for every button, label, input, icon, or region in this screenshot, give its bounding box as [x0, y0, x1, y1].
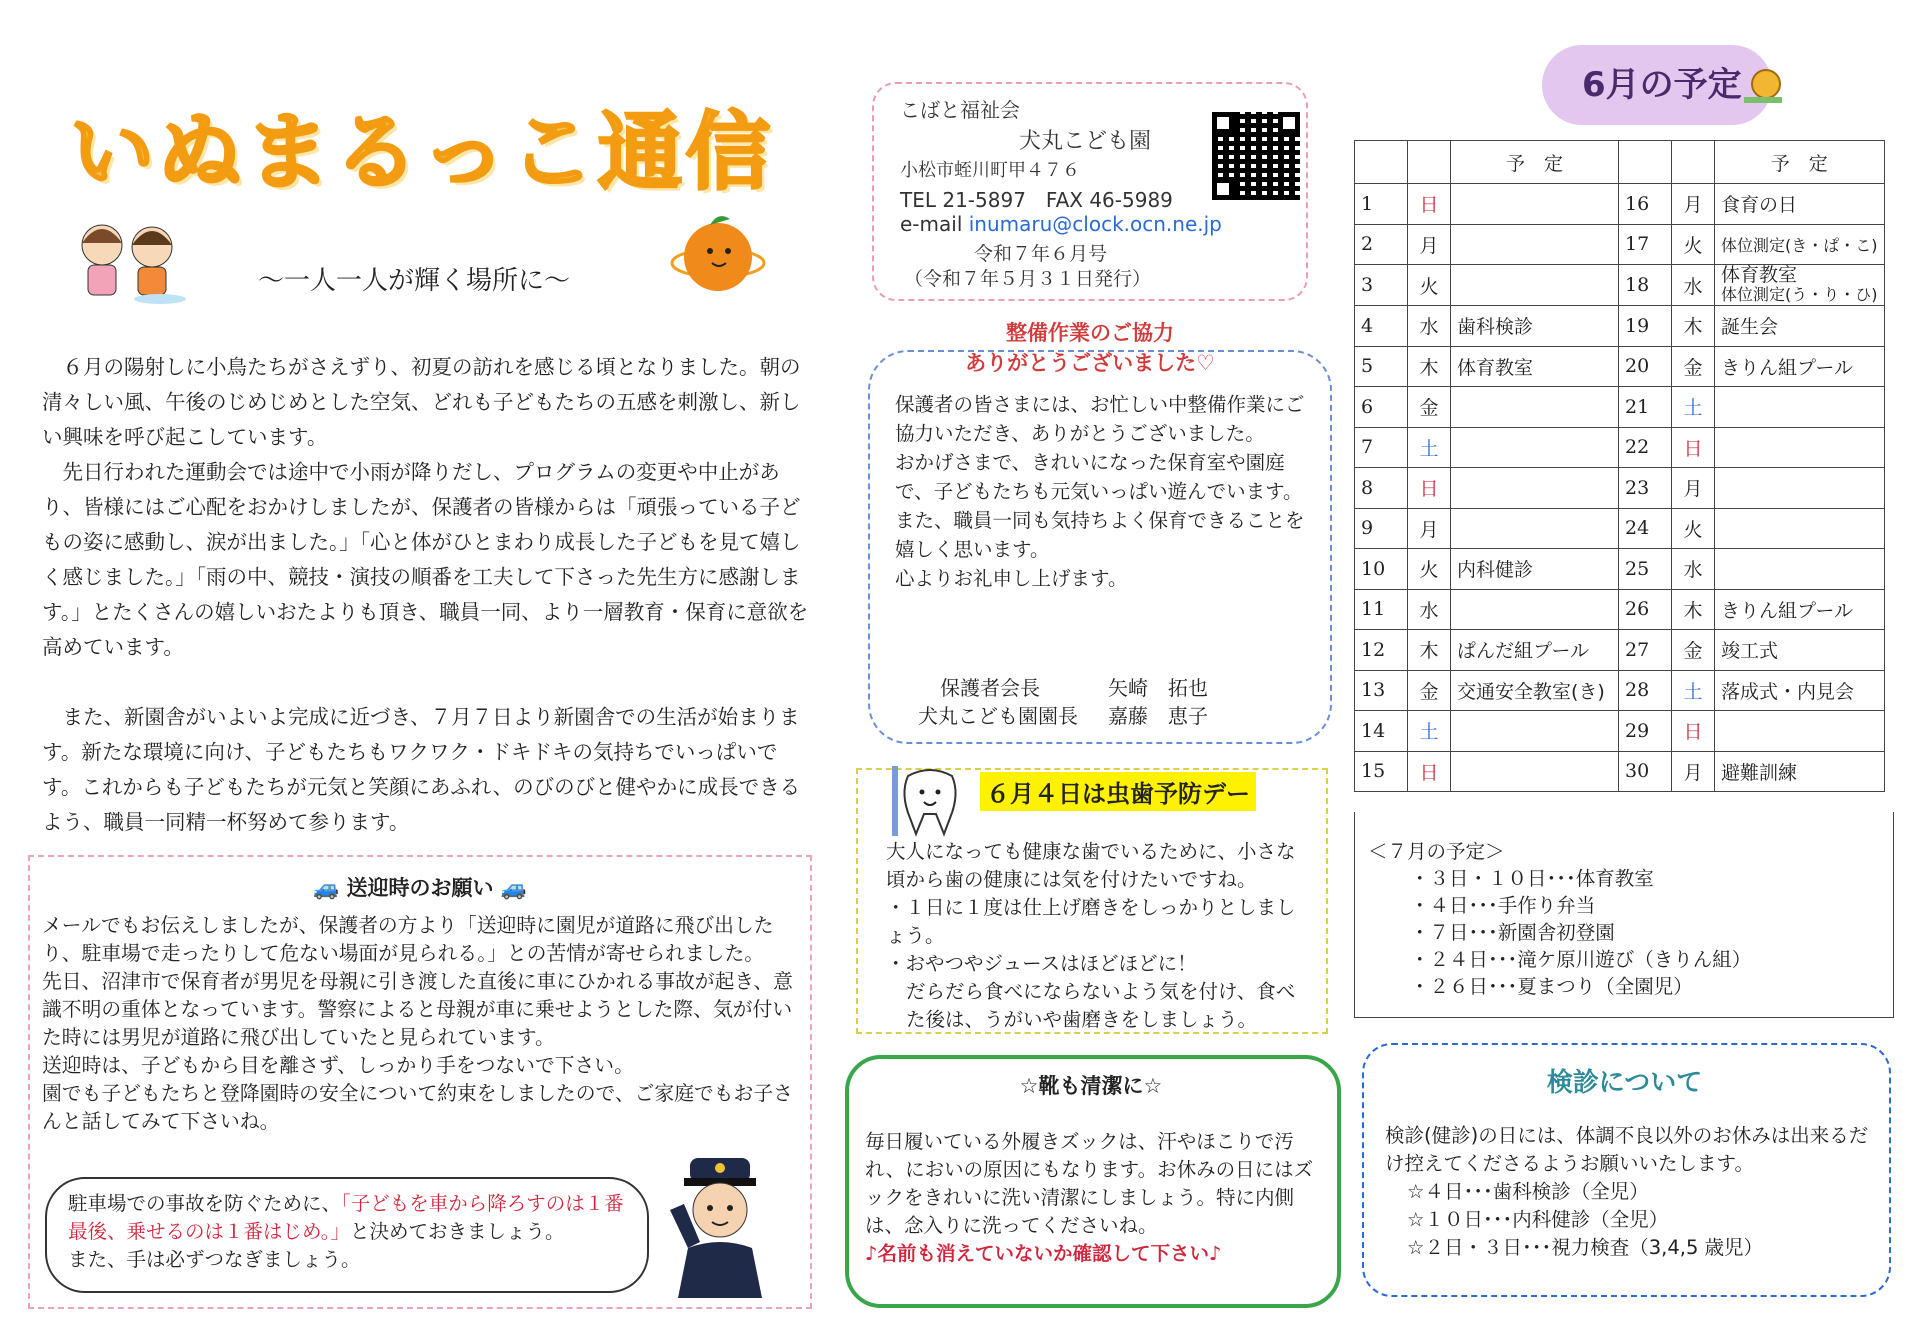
schedule-event: きりん組プール: [1715, 346, 1885, 387]
schedule-event: [1451, 589, 1619, 630]
schedule-event: 交通安全教室(き): [1451, 670, 1619, 711]
pickup-paragraph-3: 送迎時は、子どもから目を離さず、しっかり手をつないで下さい。: [42, 1054, 634, 1077]
tooth-day-body: [886, 838, 1306, 1034]
schedule-row: [1355, 224, 1885, 265]
june-schedule-table: [1354, 140, 1885, 792]
schedule-day-number: 17: [1619, 224, 1672, 265]
schedule-column-header: 予 定: [1715, 141, 1885, 184]
schedule-day-number: 4: [1355, 306, 1408, 347]
schedule-weekday: 土: [1672, 387, 1715, 428]
email-label: e-mail: [900, 212, 963, 236]
intro-text: [42, 350, 812, 840]
schedule-row: [1355, 508, 1885, 549]
issue-month: 令和７年６月号: [974, 243, 1108, 265]
schedule-row: [1355, 630, 1885, 671]
schedule-event: 体位測定(き・ぱ・こ): [1715, 224, 1885, 265]
orange-mascot-illustration: [668, 205, 768, 300]
schedule-event: [1715, 265, 1885, 306]
schedule-day-number: 7: [1355, 427, 1408, 468]
schedule-event: [1715, 468, 1885, 509]
schedule-weekday: 水: [1408, 589, 1451, 630]
schedule-weekday: 月: [1408, 224, 1451, 265]
thanks-paragraph: また、職員一同も気持ちよく保育できることを嬉しく思います。: [895, 509, 1305, 561]
schedule-event: [1451, 711, 1619, 752]
schedule-event: [1451, 427, 1619, 468]
schedule-day-number: 8: [1355, 468, 1408, 509]
school-name: 犬丸こども園: [1019, 129, 1152, 154]
organization-name: こばと福祉会: [900, 98, 1020, 122]
checkup-paragraph: 検診(健診)の日には、体調不良以外のお休みは出来るだけ控えてくださるようお願いいたします。: [1385, 1124, 1869, 1175]
july-item: ・２６日･･･夏まつり（全園児）: [1410, 975, 1693, 998]
schedule-day-number: 2: [1355, 224, 1408, 265]
schedule-weekday: 土: [1408, 711, 1451, 752]
schedule-row: [1355, 711, 1885, 752]
schedule-day-number: 18: [1619, 265, 1672, 306]
schedule-row: [1355, 306, 1885, 347]
school-info-box: [872, 82, 1308, 301]
shoes-title: ☆靴も清潔に☆: [1019, 1074, 1163, 1098]
pickup-paragraph-1: メールでもお伝えしましたが、保護者の方より「送迎時に園児が道路に飛び出したり、駐車場で走ったりして危ない場面が見られる。」との苦情が寄せられました。: [42, 914, 774, 965]
schedule-weekday: 日: [1408, 468, 1451, 509]
shoes-body: [865, 1128, 1325, 1268]
schedule-row: [1355, 387, 1885, 428]
signature-role-1: 保護者会長: [940, 676, 1040, 700]
thanks-paragraph: 保護者の皆さまには、お忙しい中整備作業にご協力いただき、ありがとうございました。: [895, 393, 1305, 445]
thanks-heading-line-2: ありがとうございました♡: [965, 351, 1215, 375]
tooth-lead: 大人になっても健康な歯でいるために、小さな頃から歯の健康には気を付けたいですね。: [886, 840, 1296, 891]
speech-bubble-text: [68, 1190, 638, 1274]
school-email[interactable]: inumaru@clock.ocn.ne.jp: [968, 212, 1222, 236]
schedule-event-line: 体位測定(う・り・ひ): [1721, 285, 1878, 304]
intro-paragraph-1: ６月の陽射しに小鳥たちがさえずり、初夏の訪れを感じる頃となりました。朝の清々しい風、午後のじめじめとした空気、どれも子どもたちの五感を刺激し、新しい興味を呼び起こしています。: [42, 355, 801, 449]
tooth-item-detail: だらだら食べにならないよう気を付け、食べた後は、うがいや歯磨きをしましょう。: [906, 980, 1296, 1031]
schedule-day-number: 1: [1355, 184, 1408, 225]
schedule-weekday: 月: [1408, 508, 1451, 549]
schedule-day-number: 24: [1619, 508, 1672, 549]
bubble-text-b: と決めておきましょう。: [349, 1220, 565, 1243]
schedule-event: 体育教室: [1451, 346, 1619, 387]
checkup-body: [1385, 1122, 1880, 1262]
thanks-heading-line-1: 整備作業のご協力: [1006, 321, 1174, 345]
schedule-weekday: 土: [1408, 427, 1451, 468]
schedule-day-number: 16: [1619, 184, 1672, 225]
newsletter-title: いぬまるっこ通信: [70, 103, 775, 201]
issue-date: （令和７年５月３１日発行）: [904, 268, 1152, 290]
schedule-weekday: 水: [1672, 265, 1715, 306]
schedule-weekday: 火: [1408, 265, 1451, 306]
snail-icon: [1738, 60, 1788, 110]
newsletter-subtitle: ～一人一人が輝く場所に～: [258, 266, 571, 296]
july-item: ・２４日･･･滝ケ原川遊び（きりん組）: [1410, 948, 1752, 971]
checkup-item: ☆１０日･･･内科健診（全児）: [1407, 1208, 1669, 1231]
schedule-event: 避難訓練: [1715, 751, 1885, 792]
schedule-day-number: 23: [1619, 468, 1672, 509]
schedule-event: 誕生会: [1715, 306, 1885, 347]
schedule-day-number: 10: [1355, 549, 1408, 590]
schedule-row: [1355, 751, 1885, 792]
schedule-event: [1451, 508, 1619, 549]
schedule-event: [1715, 549, 1885, 590]
schedule-weekday: 月: [1672, 751, 1715, 792]
pickup-title-text: 送迎時のお願い: [346, 876, 494, 900]
schedule-event: [1451, 265, 1619, 306]
schedule-weekday: 木: [1408, 346, 1451, 387]
bubble-text-a: 駐車場での事故を防ぐために、: [68, 1192, 342, 1215]
tooth-icon: [890, 760, 970, 840]
schedule-event: [1451, 184, 1619, 225]
schedule-weekday: 水: [1408, 306, 1451, 347]
schedule-event-line: 体育教室: [1721, 264, 1798, 286]
police-officer-illustration: [660, 1150, 780, 1300]
schedule-weekday: 金: [1408, 670, 1451, 711]
children-illustration: [70, 215, 190, 305]
schedule-row: [1355, 549, 1885, 590]
schedule-day-number: 21: [1619, 387, 1672, 428]
shoes-paragraph: 毎日履いている外履きズックは、汗やほこりで汚れ、においの原因にもなります。お休みの日にはズックをきれいに洗い清潔にしましょう。特に内側は、念入りに洗ってくださいね。: [865, 1130, 1314, 1237]
schedule-day-number: 28: [1619, 670, 1672, 711]
july-item: ・３日・１０日･･･体育教室: [1410, 867, 1654, 890]
schedule-weekday: 金: [1672, 346, 1715, 387]
schedule-day-number: 11: [1355, 589, 1408, 630]
schedule-day-number: 27: [1619, 630, 1672, 671]
thanks-paragraph: おかげさまで、きれいになった保育室や園庭で、子どもたちも元気いっぱい遊んでいます。: [895, 451, 1303, 503]
schedule-weekday: 日: [1408, 751, 1451, 792]
schedule-event: [1451, 468, 1619, 509]
schedule-day-number: 6: [1355, 387, 1408, 428]
schedule-day-number: 15: [1355, 751, 1408, 792]
schedule-event: きりん組プール: [1715, 589, 1885, 630]
schedule-weekday: 水: [1672, 549, 1715, 590]
july-item: ・７日･･･新園舎初登園: [1410, 921, 1615, 944]
schedule-event: [1715, 387, 1885, 428]
school-phone-fax: TEL 21-5897 FAX 46-5989: [900, 188, 1173, 212]
schedule-row: [1355, 184, 1885, 225]
schedule-weekday: 金: [1672, 630, 1715, 671]
qr-code-icon[interactable]: [1212, 112, 1300, 200]
school-email-line: [900, 212, 1222, 236]
bubble-text-c: また、手は必ずつなぎましょう。: [68, 1248, 361, 1271]
schedule-row: [1355, 346, 1885, 387]
thanks-body: [895, 390, 1310, 593]
july-schedule-title: ＜７月の予定＞: [1368, 840, 1505, 863]
schedule-event: [1715, 508, 1885, 549]
schedule-weekday: 土: [1672, 670, 1715, 711]
schedule-day-number: 12: [1355, 630, 1408, 671]
schedule-event: [1451, 751, 1619, 792]
schedule-day-number: 20: [1619, 346, 1672, 387]
schedule-weekday: 日: [1672, 711, 1715, 752]
schedule-row: [1355, 670, 1885, 711]
july-item: ・４日･･･手作り弁当: [1410, 894, 1596, 917]
schedule-header-row: [1355, 141, 1885, 184]
schedule-row: [1355, 468, 1885, 509]
schedule-day-number: 26: [1619, 589, 1672, 630]
pickup-notice-title: [30, 872, 810, 902]
pickup-paragraph-4: 園でも子どもたちと登降園時の安全について約束をしましたので、ご家庭でもお子さんと話してみて下さいね。: [42, 1082, 793, 1133]
schedule-day-number: 19: [1619, 306, 1672, 347]
schedule-day-number: 25: [1619, 549, 1672, 590]
schedule-event: 食育の日: [1715, 184, 1885, 225]
schedule-row: [1355, 265, 1885, 306]
schedule-column-header: 予 定: [1451, 141, 1619, 184]
schedule-event: 内科健診: [1451, 549, 1619, 590]
schedule-weekday: 月: [1672, 184, 1715, 225]
pickup-paragraph-2: 先日、沼津市で保育者が男児を母親に引き渡した直後に車にひかれる事故が起き、意識不明の重体となっています。警察によると母親が車に乗せようとした際、気が付いた時には男児が道路に飛び出していたと見られています。: [42, 970, 793, 1049]
schedule-weekday: 木: [1672, 306, 1715, 347]
schedule-day-number: 9: [1355, 508, 1408, 549]
schedule-weekday: 日: [1408, 184, 1451, 225]
signature-role-2: 犬丸こども園園長: [918, 704, 1078, 728]
thanks-paragraph: 心よりお礼申し上げます。: [895, 567, 1128, 590]
signature-name-1: 矢崎 拓也: [1108, 676, 1208, 700]
schedule-event: 歯科検診: [1451, 306, 1619, 347]
schedule-row: [1355, 589, 1885, 630]
shoes-note: ♪名前も消えていないか確認して下さい♪: [865, 1242, 1222, 1265]
checkup-item: ☆４日･･･歯科検診（全児）: [1407, 1180, 1649, 1203]
schedule-weekday: 火: [1672, 508, 1715, 549]
schedule-event: [1451, 224, 1619, 265]
tooth-item: ・１日に１度は仕上げ磨きをしっかりとしましょう。: [886, 896, 1296, 947]
schedule-day-number: 13: [1355, 670, 1408, 711]
schedule-weekday: 火: [1408, 549, 1451, 590]
schedule-day-number: 5: [1355, 346, 1408, 387]
schedule-row: [1355, 427, 1885, 468]
signature-name-2: 嘉藤 恵子: [1108, 704, 1208, 728]
schedule-weekday: 月: [1672, 468, 1715, 509]
schedule-weekday: 火: [1672, 224, 1715, 265]
bubble-text-highlight: 「子どもを車から降ろすのは１番最後、乗せるのは１番はじめ。」: [68, 1192, 624, 1243]
school-address: 小松市蛭川町甲４７６: [900, 160, 1080, 181]
schedule-day-number: 3: [1355, 265, 1408, 306]
july-schedule: [1368, 838, 1751, 1000]
schedule-weekday: 木: [1408, 630, 1451, 671]
car-icon: 🚙: [313, 876, 340, 900]
tooth-item: ・おやつやジュースはほどほどに！: [886, 952, 1197, 975]
intro-paragraph-3: また、新園舎がいよいよ完成に近づき、７月７日より新園舎での生活が始まります。新たな環境に向け、子どもたちもワクワク・ドキドキの気持ちでいっぱいです。これからも子どもたちが元気と笑顔にあふれ、のびのびと健やかに成長できるよう、職員一同精一杯努めて参ります。: [42, 705, 801, 834]
intro-paragraph-2: 先日行われた運動会では途中で小雨が降りだし、プログラムの変更や中止があり、皆様にはご心配をおかけしましたが、保護者の皆様からは「頑張っている子どもの姿に感動し、涙が出ました。」「心と体がひとまわり成長した子どもを見て嬉しく感じました。」「雨の中、競技・演技の順番を工夫して下さった先生方に感謝します。」とたくさんの嬉しいおたよりも頂き、職員一同、より一層教育・保育に意欲を高めています。: [42, 460, 809, 659]
schedule-weekday: 木: [1672, 589, 1715, 630]
schedule-weekday: 日: [1672, 427, 1715, 468]
schedule-event: [1451, 387, 1619, 428]
schedule-event: ぱんだ組プール: [1451, 630, 1619, 671]
schedule-day-number: 29: [1619, 711, 1672, 752]
car-icon: 🚙: [500, 876, 527, 900]
schedule-event: [1715, 711, 1885, 752]
schedule-title: 6月の予定: [1582, 65, 1742, 105]
tooth-day-title: ６月４日は虫歯予防デー: [980, 772, 1256, 811]
schedule-day-number: 14: [1355, 711, 1408, 752]
checkup-item: ☆２日・３日･･･視力検査（3,4,5 歳児）: [1407, 1236, 1764, 1259]
schedule-weekday: 金: [1408, 387, 1451, 428]
schedule-day-number: 30: [1619, 751, 1672, 792]
schedule-event: 落成式・内見会: [1715, 670, 1885, 711]
checkup-title: 検診について: [1546, 1068, 1703, 1098]
pickup-notice-body: [42, 912, 802, 1136]
schedule-day-number: 22: [1619, 427, 1672, 468]
schedule-event: 竣工式: [1715, 630, 1885, 671]
schedule-event: [1715, 427, 1885, 468]
